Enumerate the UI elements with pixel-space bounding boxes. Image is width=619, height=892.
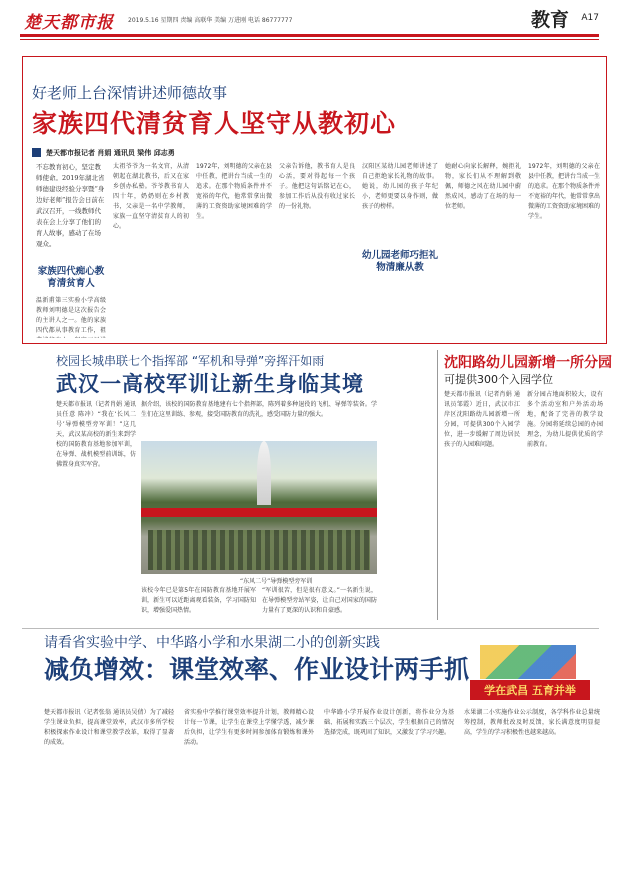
article-1-lead: 不忘教育初心，坚定教师使命。2019年湖北省师德建设经验分享暨“身边好老师”报告会日前在武汉召开，一线教师代表在会上分享了他们的育人故事，感动了在场观众。	[36, 163, 105, 248]
article-1-col-1: 温新甫第三实验小学高级教师刘明德是这次报告会的主讲人之一。他的家族四代都从事教育工作，祖	[36, 297, 106, 334]
newspaper-logo: 楚天都市报	[24, 13, 114, 33]
article-1-col-3: 1972年，刘明德的父亲在县中任教，把讲台当成一生的追求。在那个物质条件并不宽裕的年代，他常常拿出微薄的工资资助家境困难的学生。	[196, 163, 272, 220]
masthead-info: 2019.5.16 星期四 责编 高联华 美编 万进刚 电话 86777777	[128, 17, 293, 24]
article-1-col-7: 1972年，刘明德的父亲在县中任教，把讲台当成一生的追求。在那个物质条件并不宽裕的年代，他常常拿出微薄的工资资助家境困难的学生。	[528, 163, 600, 220]
article-1-col-2: 太祖爷爷为一名文官，从清朝起在湖北教书，后又在家乡创办私塾。爷爷教书育人四十年，奶奶则在乡村教书，父亲是一名中学教师，家族一直坚守清贫育人的初心。	[113, 163, 189, 230]
troops-formation-image	[148, 530, 370, 570]
masthead-rule-thin	[20, 39, 599, 40]
campaign-badge: 学在武昌 五育并举	[470, 680, 590, 700]
masthead-rule	[20, 34, 599, 37]
article-2-col-1: 楚天都市报讯（记者肖娟 通讯员任意 陈冲）“我在‘长风二号’导弹模型旁军训！”这几天，武汉某高校的新生来到学校的国防教育基地参加军训，在导弹、战机模型前训练，仿佛置身真实军营。	[56, 401, 136, 468]
article-1-kicker: 好老师上台深情讲述师德故事	[32, 84, 228, 102]
page-number: A17	[581, 13, 599, 23]
campaign-badge-image	[480, 645, 576, 679]
photo-banner	[141, 508, 377, 517]
article-2-headline: 武汉一高校军训让新生身临其境	[56, 372, 364, 396]
article-4-col-4: 水果湖二小实施作业公示制度，各学科作业总量统筹控制，教师批改及时反馈，家长满意度明显提高，学生的学习积极性也越来越高。	[464, 709, 600, 736]
article-1-col-5: 汉阳区某幼儿园老师讲述了自己拒绝家长礼物的故事。她说，幼儿园的孩子年纪小，老师更要以身作则，做孩子的榜样。	[362, 163, 438, 210]
article-4-col-1: 楚天都市报讯（记者张翁 通讯员吴倩）为了减轻学生课业负担，提高课堂效率，武汉市多所学校积极探索作业设计和课堂教学改革，取得了显著的成效。	[44, 709, 174, 746]
missile-model-image	[257, 441, 271, 505]
article-1-subhead-1: 家族四代痴心教育清贫育人	[37, 266, 105, 289]
article-1-subhead-2: 幼儿园老师巧拒礼物清廉从教	[362, 250, 439, 273]
article-4-headline: 减负增效：课堂效率、作业设计两手抓	[44, 655, 470, 684]
article-4-col-3: 中华路小学开展作业设计创新，将作业分为基础、拓展和实践三个层次，学生根据自己的情况选择完成，既巩固了知识，又激发了学习兴趣。	[324, 709, 454, 736]
article-4-col-2: 省实验中学推行课堂效率提升计划，教师精心设计每一节课，让学生在课堂上学懂学透，减少课后负担，让学生有更多时间参加体育锻炼和课外活动。	[184, 709, 314, 746]
article-2-col-3: 该校今年已是第5年在国防教育基地开展军训，新生可以近距离观看装备，学习国防知识，增强爱国热情。	[141, 587, 256, 614]
article-1-byline: 楚天都市报记者 肖娟 通讯员 梁伟 邱志勇	[46, 149, 175, 157]
article-2-col-4: “军训很苦，但是很有意义。”一名新生说，在导弹模型旁站军姿，让自己对国家的国防力量有了更深的认识和自豪感。	[262, 587, 377, 614]
photo-caption: “东风二号”导弹模型旁军训	[240, 578, 313, 585]
article-3-subheadline: 可提供300个入园学位	[444, 373, 553, 386]
article-1-col-6: 她耐心向家长解释，婉拒礼物，家长们从不理解到敬佩，师德之风在幼儿园中蔚然成风，感动了在场的每一位老师。	[445, 163, 521, 210]
article-1-col-4: 父亲告诉他，教书育人是良心活，要对得起每一个孩子。他把这句话铭记在心，参加工作后从没有收过家长的一份礼物。	[279, 163, 355, 210]
article-1-headline: 家族四代清贫育人坚守从教初心	[32, 109, 397, 138]
article-2-kicker: 校园长城串联七个指挥部 “军机和导弹”旁挥汗如雨	[56, 354, 325, 368]
byline-marker-icon	[32, 148, 41, 157]
column-divider	[437, 350, 438, 620]
section-divider	[22, 628, 599, 629]
article-3-col-2: 新分园占地面积较大，设有多个活动室和户外活动场地，配备了完善的教学设施。分园将延续总园的办园理念，为幼儿提供优质的学前教育。	[527, 391, 603, 448]
article-4-kicker: 请看省实验中学、中华路小学和水果湖二小的创新实践	[44, 635, 380, 651]
article-2-col-2: 据介绍，该校的国防教育基地建有七个指挥部，陈列着多种退役的飞机、导弹等装备。学生们在这里训练、参观，接受国防教育的洗礼，感受国防力量的强大。	[141, 401, 377, 418]
article-3-headline: 沈阳路幼儿园新增一所分园	[444, 355, 612, 371]
section-name: 教育	[530, 9, 569, 31]
article-3-col-1: 楚天都市报讯（记者肖娟 通讯员邹霞）近日，武汉市江岸区沈阳路幼儿园新增一所分园，可提供300个入园学位，进一步缓解了周边居民孩子的入园难问题。	[444, 391, 520, 448]
